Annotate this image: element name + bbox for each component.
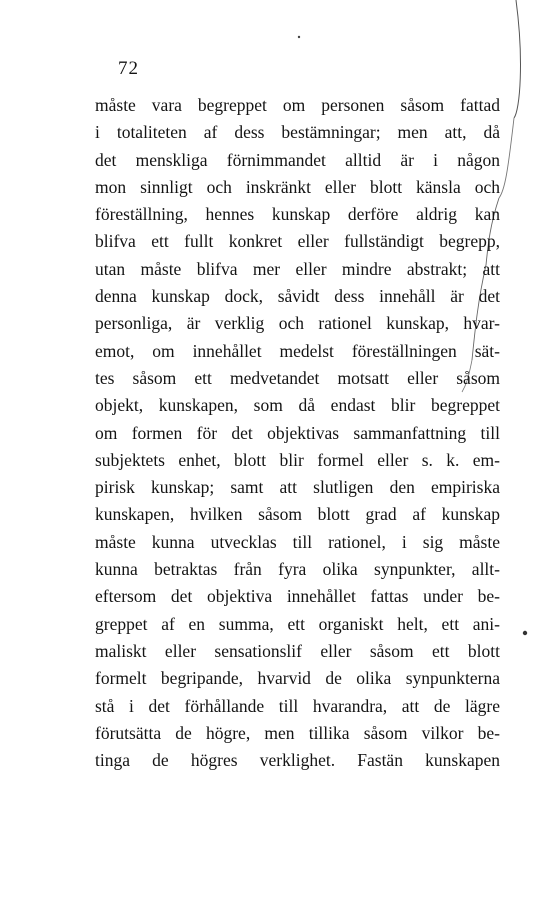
text-line: tinga de högres verklighet. Fastän kunskapen: [95, 750, 500, 771]
body-text: [95, 92, 500, 774]
text-line: förutsätta de högre, men tillika såsom vilkor be-: [95, 722, 500, 743]
text-line: denna kunskap dock, såvidt dess innehåll är det: [95, 286, 500, 307]
text-line: personliga, är verklig och rationel kunskap, hvar-: [95, 313, 500, 334]
text-line: eftersom det objektiva innehållet fattas under be-: [95, 586, 500, 607]
text-line: blifva ett fullt konkret eller fullständigt begrepp,: [95, 231, 500, 252]
text-line: tes såsom ett medvetandet motsatt eller såsom: [95, 367, 500, 388]
text-line: kunskapen, hvilken såsom blott grad af kunskap: [95, 504, 500, 525]
text-line: emot, om innehållet medelst föreställningen sät-: [95, 340, 500, 361]
text-line: måste kunna utvecklas till rationel, i sig måste: [95, 531, 500, 552]
text-line: kunna betraktas från fyra olika synpunkter, allt-: [95, 559, 500, 580]
text-line: om formen för det objektivas sammanfattning till: [95, 422, 500, 443]
text-line: mon sinnligt och inskränkt eller blott känsla och: [95, 176, 500, 197]
text-line: maliskt eller sensationslif eller såsom ett blott: [95, 640, 500, 661]
text-line: stå i det förhållande till hvarandra, att de lägre: [95, 695, 500, 716]
text-line: utan måste blifva mer eller mindre abstrakt; att: [95, 258, 500, 279]
text-line: i totaliteten af dess bestämningar; men att, då: [95, 122, 500, 143]
text-line: pirisk kunskap; samt att slutligen den empiriska: [95, 477, 500, 498]
text-line: måste vara begreppet om personen såsom fattad: [95, 95, 500, 115]
page-number: 72: [118, 58, 139, 79]
text-line: greppet af en summa, ett organiskt helt, ett ani-: [95, 613, 500, 634]
text-line: formelt begripande, hvarvid de olika synpunkterna: [95, 668, 500, 689]
text-line: det menskliga förnimmandet alltid är i någon: [95, 149, 500, 170]
text-line: subjektets enhet, blott blir formel eller s. k. em-: [95, 449, 500, 470]
text-line: objekt, kunskapen, som då endast blir begreppet: [95, 395, 500, 416]
text-line: föreställning, hennes kunskap derföre aldrig kan: [95, 204, 500, 225]
